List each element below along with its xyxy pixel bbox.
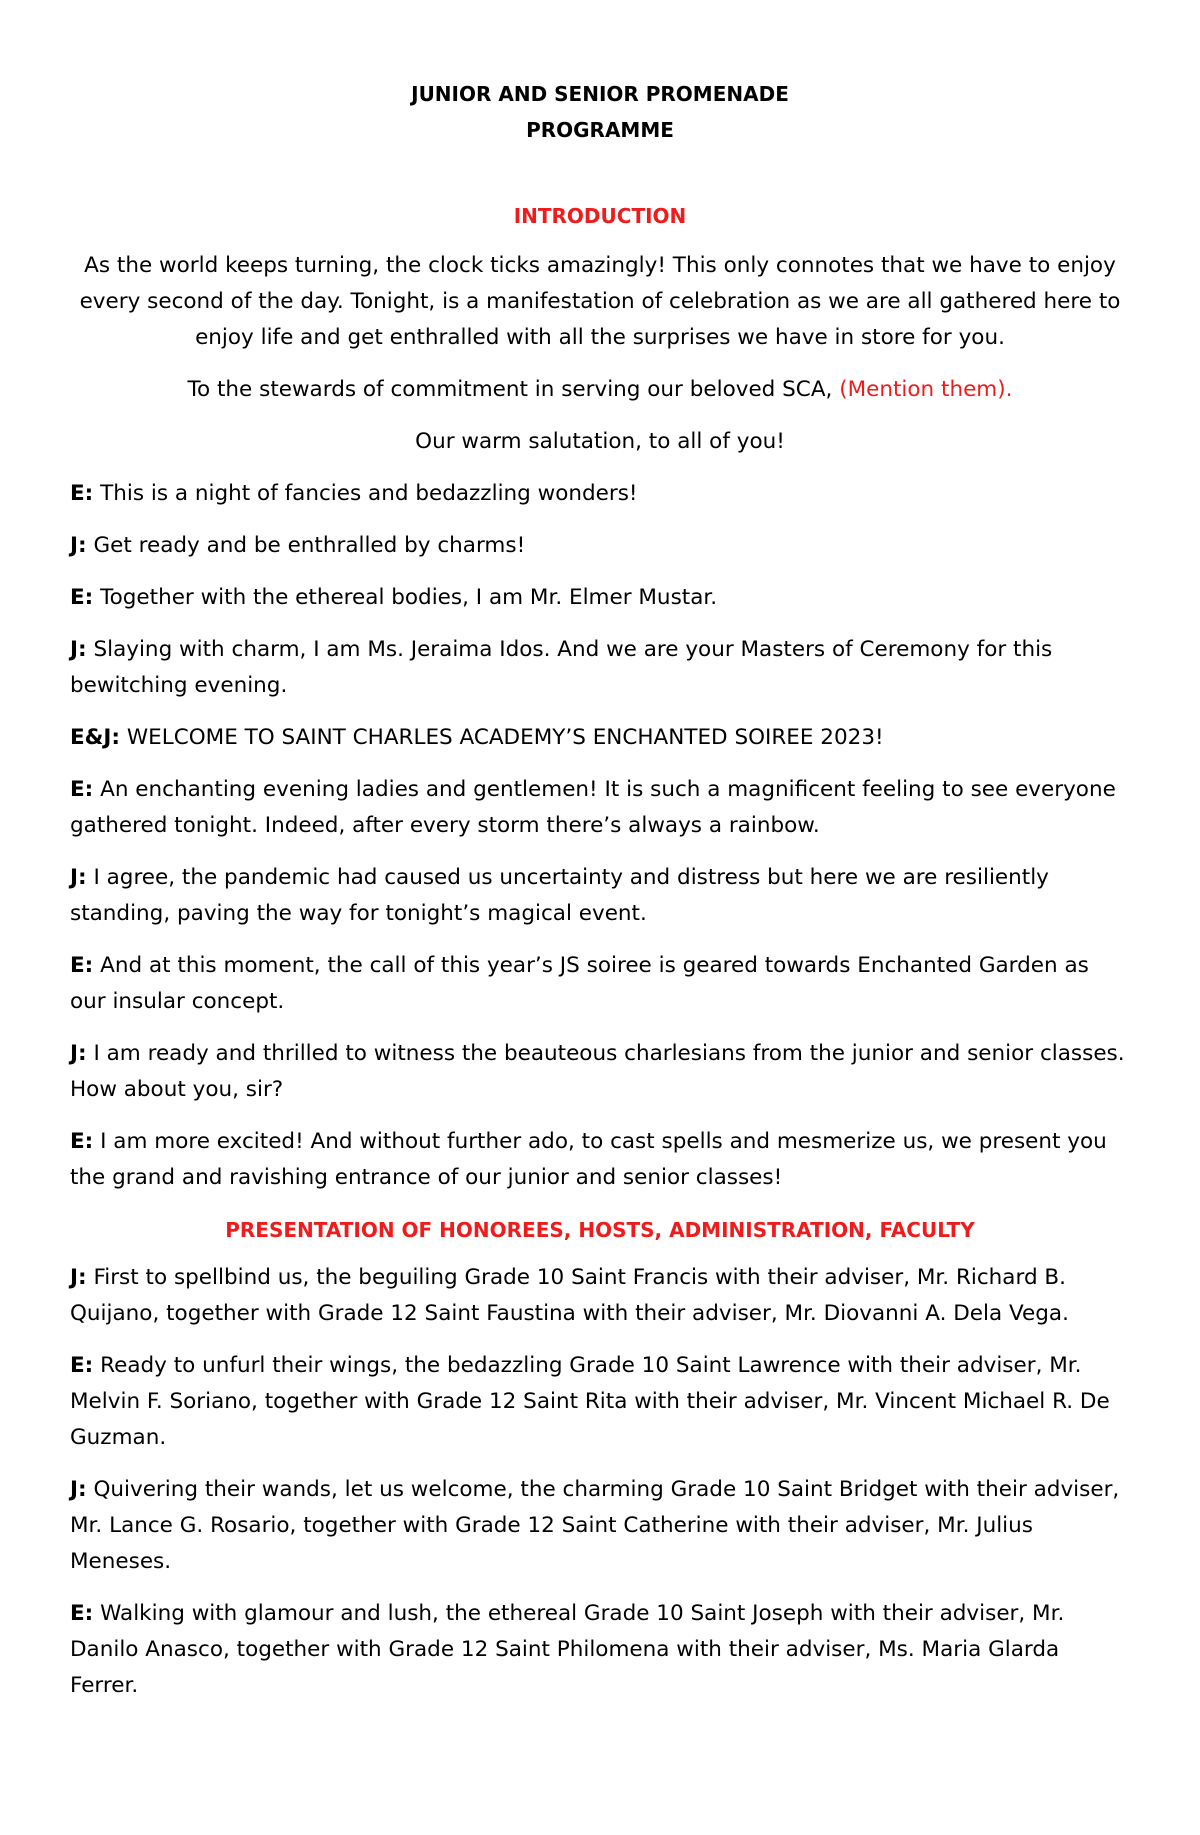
speaker-label: E: [70,1353,94,1378]
dialogue-text: I am ready and thrilled to witness the beauteous charlesians from the junior and senior classes. How about you, sir? [70,1041,1125,1102]
speaker-label: E: [70,481,94,506]
speaker-label: E: [70,777,94,802]
dialogue-text: Walking with glamour and lush, the ethereal Grade 10 Saint Joseph with their adviser, Mr. Danilo Anasco, together with Grade 12 Saint Philomena with their adviser, Ms. Maria Glarda Ferrer. [70,1601,1065,1698]
dialogue-line [70,1260,1130,1332]
dialogue-line [70,948,1130,1020]
section-heading-presentation: PRESENTATION OF HONOREES, HOSTS, ADMINISTRATION, FACULTY [225,1218,975,1242]
dialogue-line [70,1472,1130,1580]
speaker-label: E: [70,585,94,610]
speaker-label: E&J: [70,725,121,750]
dialogue-text: Get ready and be enthralled by charms! [86,533,526,558]
document-title: JUNIOR AND SENIOR PROMENADE [411,82,789,106]
dialogue-text: I agree, the pandemic had caused us uncertainty and distress but here we are resiliently standing, paving the way for tonight’s magical event. [70,865,1049,926]
speaker-label: J: [70,533,87,558]
dialogue-line [70,1124,1130,1196]
dialogue-text: This is a night of fancies and bedazzling wonders! [93,481,638,506]
opening-paragraph: As the world keeps turning, the clock ticks amazingly! This only connotes that we have to enjoy every second of the day. Tonight, is a manifestation of celebration as we are all gathered here to enjoy life and get enthralled with all the surprises we have in store for you. [79,253,1121,350]
speaker-label: E: [70,953,94,978]
dialogue-text: WELCOME TO SAINT CHARLES ACADEMY’S ENCHANTED SOIREE 2023! [120,725,884,750]
dialogue-text: Ready to unfurl their wings, the bedazzling Grade 10 Saint Lawrence with their adviser, Mr. Melvin F. Soriano, together with Grade 12 Saint Rita with their adviser, Mr. Vincent Michael R. De Guzman. [70,1353,1110,1450]
dialogue-line [70,1596,1130,1704]
dialogue-line [70,632,1130,704]
dialogue-line [70,1348,1130,1456]
dialogue-line [70,720,1130,756]
speaker-label: J: [70,1265,87,1290]
stewards-paragraph [70,372,1130,408]
document-subtitle: PROGRAMME [526,118,674,142]
speaker-label: E: [70,1129,94,1154]
dialogue-text: First to spellbind us, the beguiling Grade 10 Saint Francis with their adviser, Mr. Richard B. Quijano, together with Grade 12 Saint Faustina with their adviser, Mr. Diovanni A. Dela Vega. [70,1265,1069,1326]
salutation-paragraph: Our warm salutation, to all of you! [415,429,785,454]
dialogue-line [70,580,1130,616]
dialogue-line [70,528,1130,564]
stewards-note: (Mention them). [839,377,1013,402]
speaker-label: J: [70,1477,87,1502]
dialogue-line [70,772,1130,844]
speaker-label: J: [70,865,87,890]
speaker-label: J: [70,1041,87,1066]
dialogue-text: An enchanting evening ladies and gentlemen! It is such a magnificent feeling to see everyone gathered tonight. Indeed, after every storm there’s always a rainbow. [70,777,1116,838]
stewards-text: To the stewards of commitment in serving our beloved SCA, [187,377,840,402]
spacer [70,148,1130,198]
dialogue-text: And at this moment, the call of this year’s JS soiree is geared towards Enchanted Garden as our insular concept. [70,953,1089,1014]
section-heading-introduction: INTRODUCTION [513,204,687,228]
speaker-label: J: [70,637,87,662]
dialogue-line [70,1036,1130,1108]
dialogue-text: Slaying with charm, I am Ms. Jeraima Idos. And we are your Masters of Ceremony for this bewitching evening. [70,637,1053,698]
speaker-label: E: [70,1601,94,1626]
spacer [70,234,1130,248]
dialogue-text: Quivering their wands, let us welcome, the charming Grade 10 Saint Bridget with their adviser, Mr. Lance G. Rosario, together with Grade 12 Saint Catherine with their adviser, Mr. Julius Meneses. [70,1477,1120,1574]
dialogue-line [70,860,1130,932]
dialogue-text: Together with the ethereal bodies, I am Mr. Elmer Mustar. [93,585,718,610]
dialogue-line [70,476,1130,512]
dialogue-text: I am more excited! And without further ado, to cast spells and mesmerize us, we present you the grand and ravishing entrance of our junior and senior classes! [70,1129,1107,1190]
